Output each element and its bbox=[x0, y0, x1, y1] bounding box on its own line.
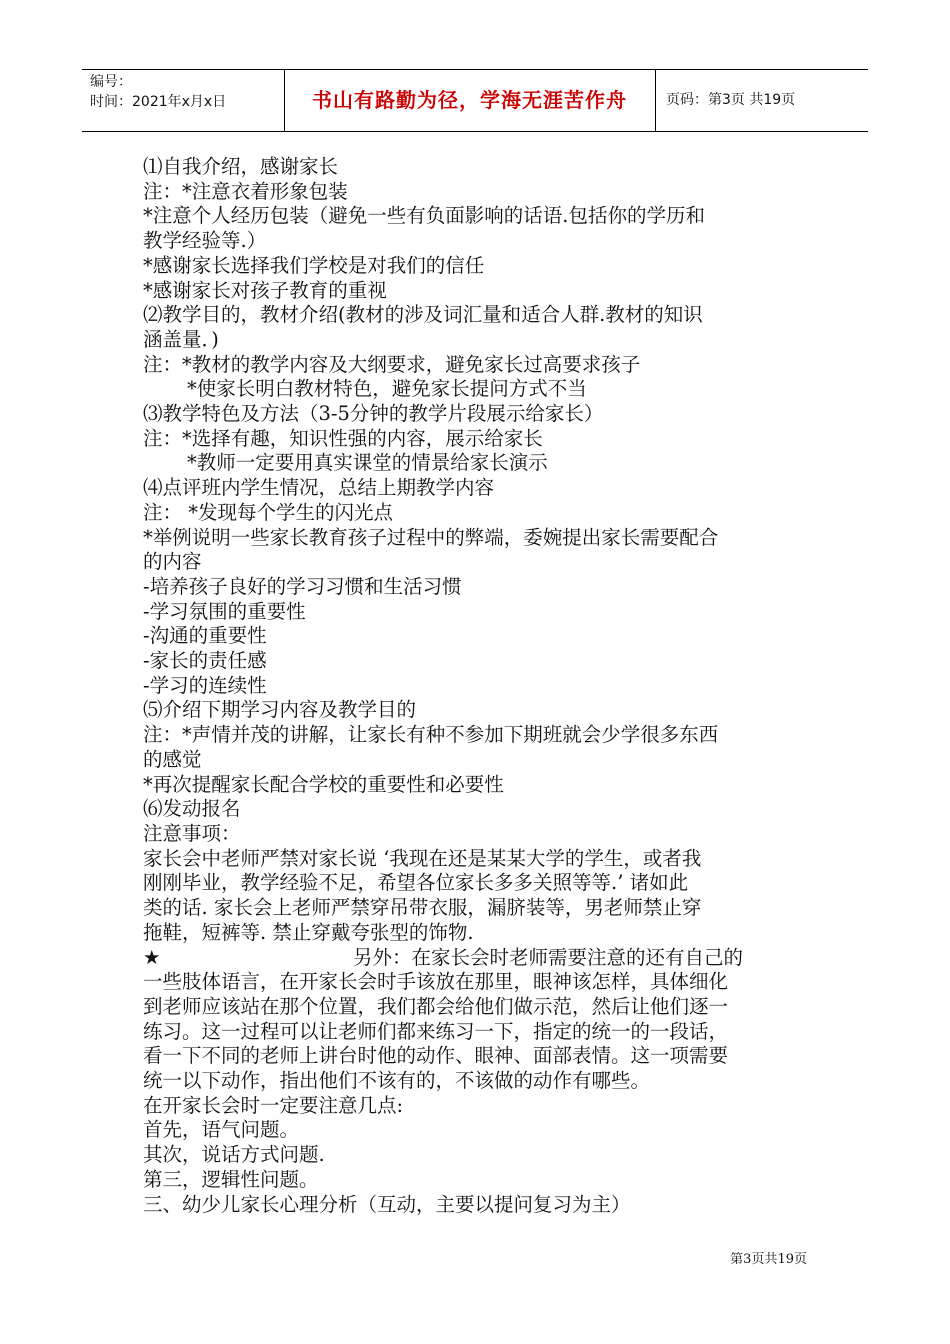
text-line: *使家长明白教材特色，避免家长提问方式不当 bbox=[187, 377, 587, 401]
text-line: 到老师应该站在那个位置，我们都会给他们做示范，然后让他们逐一 bbox=[143, 994, 729, 1018]
text-line: ⑵教学目的，教材介绍(教材的涉及词汇量和适合人群.教材的知识 bbox=[143, 303, 703, 327]
text-line: 注：*声情并茂的讲解，让家长有种不参加下期班就会少学很多东西 bbox=[143, 723, 719, 747]
text-line: ⑷点评班内学生情况，总结上期教学内容 bbox=[143, 476, 495, 500]
text-line: 涵盖量．) bbox=[143, 327, 219, 351]
text-line: 第三，逻辑性问题。 bbox=[143, 1167, 319, 1191]
header-page-number: 页码：第3页 共19页 bbox=[666, 92, 796, 108]
text-line: 一些肢体语言，在开家长会时手该放在那里，眼神该怎样，具体细化 bbox=[143, 970, 729, 994]
time-label: 时间：2021年x月x日 bbox=[90, 94, 227, 110]
text-line: 刚刚毕业，教学经验不足，希望各位家长多多关照等等.’ 诸如此 bbox=[143, 871, 689, 895]
text-line: 注：*教材的教学内容及大纲要求，避免家长过高要求孩子 bbox=[143, 352, 641, 376]
text-line: 拖鞋，短裤等. 禁止穿戴夸张型的饰物. bbox=[143, 920, 474, 944]
header-divider bbox=[655, 70, 656, 131]
text-line: ⑴自我介绍，感谢家长 bbox=[143, 155, 339, 178]
text-line: 其次，说话方式问题. bbox=[143, 1143, 325, 1167]
star-line bbox=[143, 946, 809, 971]
text-line: -家长的责任感 bbox=[143, 649, 267, 673]
text-line: 注： *发现每个学生的闪光点 bbox=[143, 500, 393, 524]
text-line: 的内容 bbox=[143, 550, 202, 574]
text-line: -学习的连续性 bbox=[143, 673, 267, 697]
text-line: *教师一定要用真实课堂的情景给家长演示 bbox=[187, 451, 548, 475]
text-line: 首先，语气问题。 bbox=[143, 1118, 300, 1142]
star-icon: ★ bbox=[143, 945, 161, 969]
text-line: ⑶教学特色及方法（3-5分钟的教学片段展示给家长） bbox=[143, 402, 604, 426]
header-motto: 书山有路勤为径，学海无涯苦作舟 bbox=[312, 88, 627, 112]
text-line: 练习。这一过程可以让老师们都来练习一下，指定的统一的一段话， bbox=[143, 1019, 729, 1043]
text-line: 在开家长会时一定要注意几点: bbox=[143, 1093, 404, 1117]
star-line-text: 另外：在家长会时老师需要注意的还有自己的 bbox=[353, 945, 744, 969]
header-meta bbox=[90, 72, 226, 112]
text-line: *举例说明一些家长教育孩子过程中的弊端，委婉提出家长需要配合 bbox=[143, 525, 719, 549]
page-footer: 第3页共19页 bbox=[730, 1252, 807, 1267]
text-line: 三、幼少儿家长心理分析（互动，主要以提问复习为主） bbox=[143, 1192, 631, 1216]
text-line: -学习氛围的重要性 bbox=[143, 599, 306, 623]
text-line: 看一下不同的老师上讲台时他的动作、眼神、面部表情。这一项需要 bbox=[143, 1044, 729, 1068]
text-line: 注：*注意衣着形象包装 bbox=[143, 179, 348, 203]
text-line: *感谢家长选择我们学校是对我们的信任 bbox=[143, 253, 485, 277]
text-line: *感谢家长对孩子教育的重视 bbox=[143, 278, 387, 302]
text-line: -培养孩子良好的学习习惯和生活习惯 bbox=[143, 574, 462, 598]
text-line: 的感觉 bbox=[143, 747, 202, 771]
page-header bbox=[82, 69, 868, 132]
text-line: 家长会中老师严禁对家长说 ‘我现在还是某某大学的学生，或者我 bbox=[143, 846, 702, 870]
text-line: ⑸介绍下期学习内容及教学目的 bbox=[143, 698, 417, 722]
document-body bbox=[143, 155, 809, 1217]
text-line: 类的话. 家长会上老师严禁穿吊带衣服，漏脐装等，男老师禁止穿 bbox=[143, 896, 702, 920]
text-line: -沟通的重要性 bbox=[143, 624, 267, 648]
text-line: 教学经验等.） bbox=[143, 229, 267, 253]
text-line: *注意个人经历包装（避免一些有负面影响的话语.包括你的学历和 bbox=[143, 204, 705, 228]
text-line: ⑹发动报名 bbox=[143, 797, 241, 821]
code-label: 编号： bbox=[90, 74, 132, 90]
text-line: *再次提醒家长配合学校的重要性和必要性 bbox=[143, 772, 504, 796]
text-line: 统一以下动作，指出他们不该有的，不该做的动作有哪些。 bbox=[143, 1069, 651, 1093]
text-line: 注意事项： bbox=[143, 821, 241, 845]
text-line: 注：*选择有趣，知识性强的内容，展示给家长 bbox=[143, 426, 543, 450]
